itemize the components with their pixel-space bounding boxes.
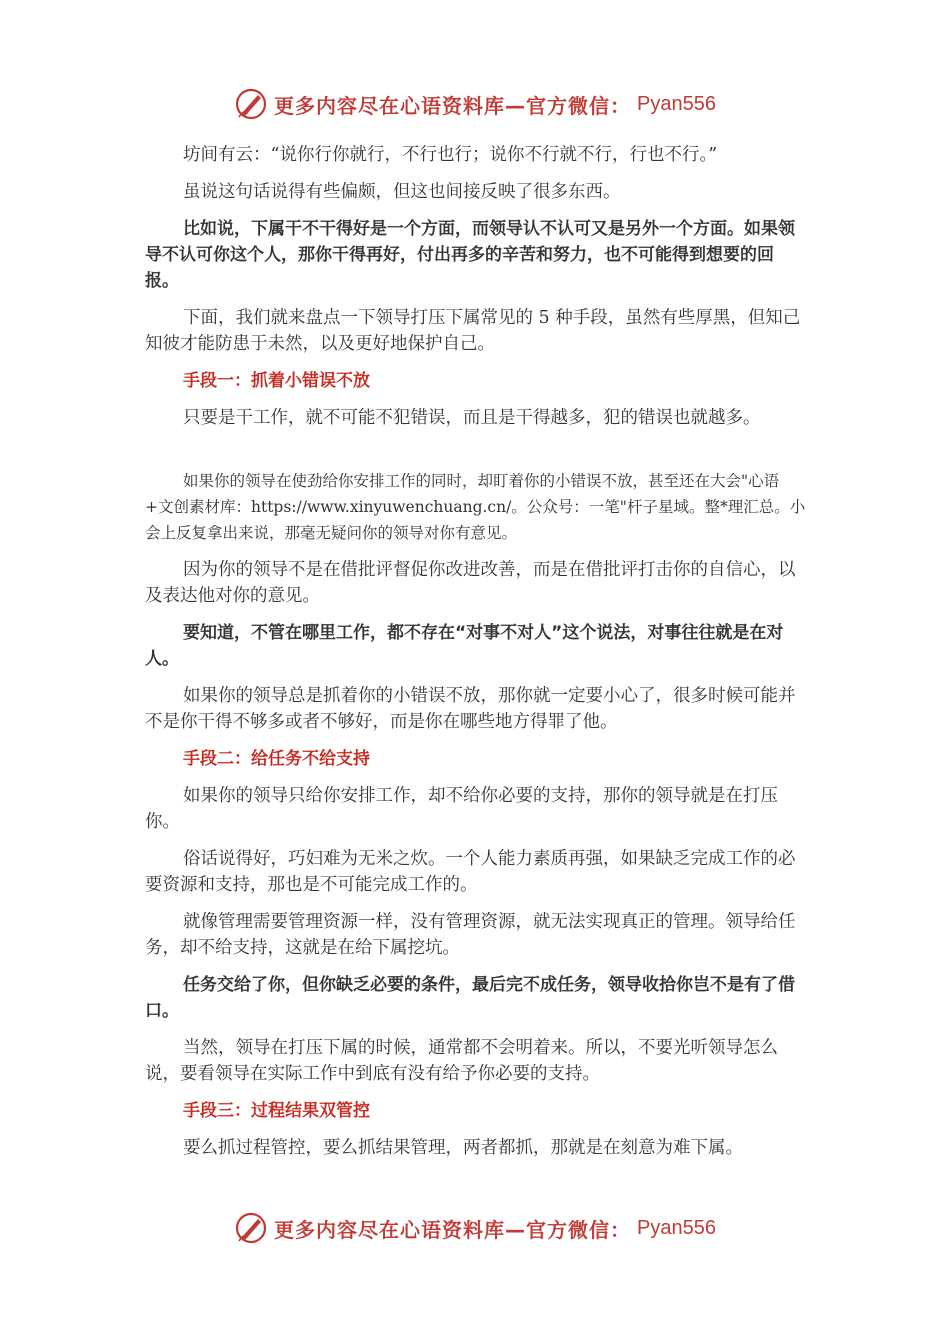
bold-paragraph: 比如说，下属干不干得好是一个方面，而领导认不认可又是另外一个方面。如果领导不认可你这个人，那你干得再好，付出再多的辛苦和努力，也不可能得到想要的回报。 (145, 219, 795, 291)
pen-logo-icon (234, 1211, 268, 1245)
banner-wechat-handle: Pyan556 (637, 1216, 716, 1239)
article-body (145, 142, 807, 1172)
bold-paragraph: 任务交给了你，但你缺乏必要的条件，最后完不成任务，领导收拾你岂不是有了借口。 (145, 975, 795, 1021)
banner-wechat-handle: Pyan556 (637, 92, 716, 115)
paragraph: 只要是干工作，就不可能不犯错误，而且是干得越多，犯的错误也就越多。 (183, 408, 761, 428)
paragraph: 就像管理需要管理资源一样，没有管理资源，就无法实现真正的管理。领导给任务，却不给支持，这就是在给下属挖坑。 (145, 912, 796, 958)
pen-logo-icon (234, 87, 268, 121)
paragraph: 下面，我们就来盘点一下领导打压下属常见的 5 种手段，虽然有些厚黑，但知己知彼才能防患于未然，以及更好地保护自己。 (145, 308, 801, 354)
section-heading-1: 手段一：抓着小错误不放 (183, 371, 370, 391)
paragraph: 如果你的领导总是抓着你的小错误不放，那你就一定要小心了，很多时候可能并不是你干得不够多或者不够好，而是你在哪些地方得罪了他。 (145, 686, 796, 732)
header-banner (0, 84, 950, 124)
paragraph: 要么抓过程管控，要么抓结果管理，两者都抓，那就是在刻意为难下属。 (183, 1138, 743, 1158)
banner-text: 更多内容尽在心语资料库—官方微信： (274, 1217, 632, 1242)
paragraph: 当然，领导在打压下属的时候，通常都不会明着来。所以，不要光听领导怎么说，要看领导在实际工作中到底有没有给予你必要的支持。 (145, 1038, 778, 1084)
paragraph: 如果你的领导只给你安排工作，却不给你必要的支持，那你的领导就是在打压你。 (145, 786, 778, 832)
spacer (145, 442, 807, 468)
paragraph: 因为你的领导不是在借批评督促你改进改善，而是在借批评打击你的自信心，以及表达他对你的意见。 (145, 560, 796, 606)
footer-banner (0, 1208, 950, 1248)
paragraph: 俗话说得好，巧妇难为无米之炊。一个人能力素质再强，如果缺乏完成工作的必要资源和支持，那也是不可能完成工作的。 (145, 849, 796, 895)
paragraph: 坊间有云：“说你行你就行，不行也行；说你不行就不行，行也不行。” (183, 145, 718, 165)
paragraph-with-watermark: 如果你的领导在使劲给你安排工作的同时，却盯着你的小错误不放，甚至还在大会"心语+文创素材库：https://www.xinyuwenchuang.cn/。公众号：一笔"杆子星域。整*理汇总。小会上反复拿出来说，那毫无疑问你的领导对你有意见。 (145, 472, 806, 542)
paragraph: 虽说这句话说得有些偏颇，但这也间接反映了很多东西。 (183, 182, 621, 202)
banner-text: 更多内容尽在心语资料库—官方微信： (274, 93, 632, 118)
bold-paragraph: 要知道，不管在哪里工作，都不存在“对事不对人”这个说法，对事往往就是在对人。 (145, 623, 784, 669)
section-heading-2: 手段二：给任务不给支持 (183, 749, 370, 769)
section-heading-3: 手段三：过程结果双管控 (183, 1101, 370, 1121)
